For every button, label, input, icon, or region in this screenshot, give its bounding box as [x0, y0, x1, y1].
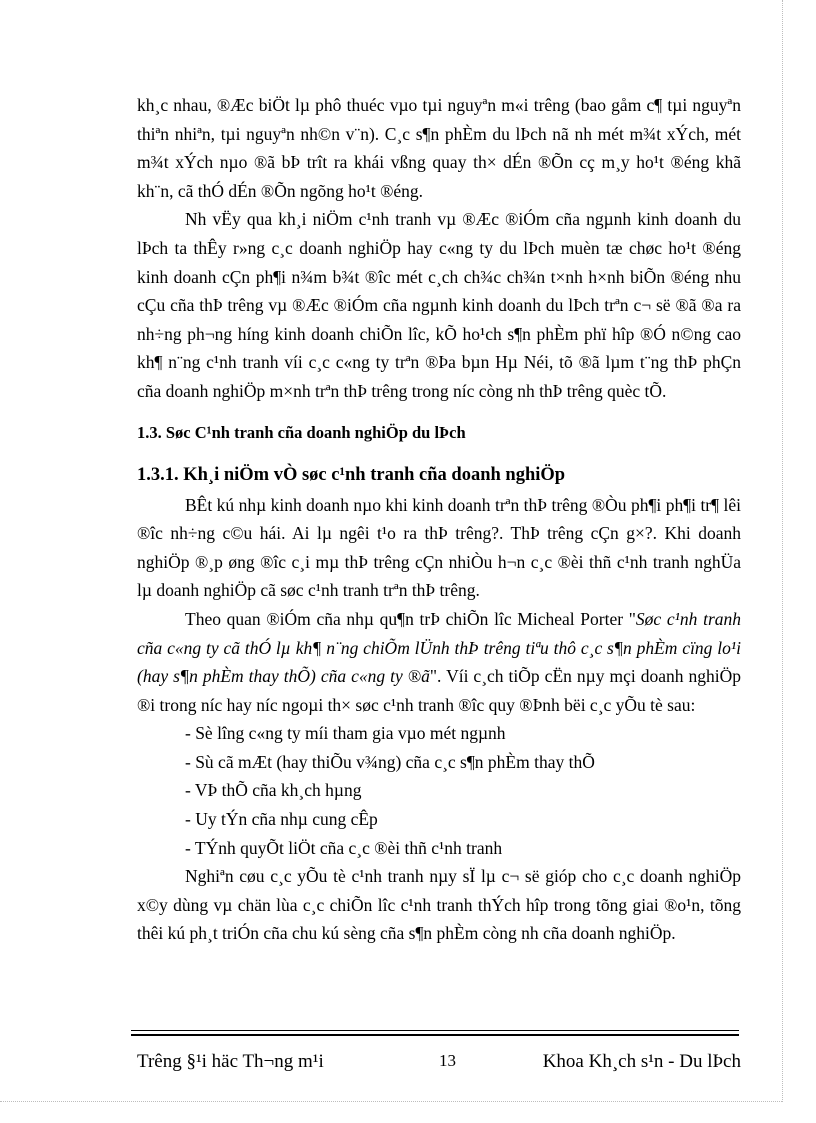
page-number: 13 — [439, 1051, 456, 1070]
page-margin-guide-horizontal — [0, 1101, 782, 1102]
factor-list — [137, 719, 741, 862]
page-footer — [137, 1051, 741, 1077]
paragraph-4 — [137, 605, 741, 719]
paragraph-4-end: ". Víi c¸ch tiÕp cËn nµy mçi doanh nghiÖp ®i trong níc hay níc ngoµi th× søc c¹nh tranh ®îc quy ®Þnh bëi c¸c yÕu tè sau: — [137, 666, 741, 715]
subsection-heading: 1.3.1. Kh¸i niÖm vÒ søc c¹nh tranh cña doanh nghiÖp — [137, 464, 566, 485]
section-heading: 1.3. Søc C¹nh tranh cña doanh nghiÖp du lÞch — [137, 422, 466, 442]
footer-rule-thick — [131, 1034, 739, 1036]
footer-rule-thin — [131, 1030, 739, 1031]
paragraph-5: Nghiªn cøu c¸c yÕu tè c¹nh tranh nµy sÏ lµ c¬ së gióp cho c¸c doanh nghiÖp x©y dùng vµ chän lùa c¸c chiÕn lîc c¹nh tranh thÝch hîp trong tõng giai ®o¹n, tõng thêi kú ph¸t triÓn cña chu kú sèng cña s¶n phÈm còng nh cña doanh nghiÖp. — [137, 866, 741, 944]
list-item: - Sù cã mÆt (hay thiÕu v¾ng) cña c¸c s¶n phÈm thay thÕ — [185, 751, 595, 772]
paragraph-4-start: Theo quan ®iÓm cña nhµ qu¶n trÞ chiÕn lîc Micheal Porter " — [185, 608, 636, 629]
list-item: - TÝnh quyÕt liÖt cña c¸c ®èi thñ c¹nh tranh — [185, 837, 503, 858]
porter-quote: Søc c¹nh tranh cña c«ng ty cã thÓ lµ kh¶ n¨ng chiÕm lÜnh thÞ trêng tiªu thô c¸c s¶n phÈm cïng lo¹i (hay s¶n phÈm thay thÕ) cña c«ng ty ®ã — [137, 608, 741, 687]
document-body — [137, 91, 741, 948]
paragraph-2: Nh vËy qua kh¸i niÖm c¹nh tranh vµ ®Æc ®iÓm cña ngµnh kinh doanh du lÞch ta thÊy r»ng c¸c doanh nghiÖp hay c«ng ty du lÞch muèn tæ chøc ho¹t ®éng kinh doanh cÇn ph¶i n¾m b¾t ®îc mét c¸ch ch¾c ch¾n t×nh h×nh biÕn ®éng nhu cÇu cña thÞ trêng vµ ®Æc ®iÓm cña ngµnh kinh doanh du lÞch trªn c¬ së ®ã ®a ra nh÷ng ph¬ng híng kinh doanh chiÕn lîc, kÕ ho¹ch s¶n phÈm phï hîp ®Ó n©ng cao kh¶ n¨ng c¹nh tranh víi c¸c c«ng ty trªn ®Þa bµn Hµ Néi, tõ ®ã lµm t¨ng thÞ phÇn cña doanh nghiÖp m×nh trªn thÞ trêng trong níc còng nh thÞ trêng quèc tÕ. — [137, 209, 741, 401]
list-item: - VÞ thÕ cña kh¸ch hµng — [185, 780, 362, 801]
paragraph-3: BÊt kú nhµ kinh doanh nµo khi kinh doanh trªn thÞ trêng ®Òu ph¶i ph¶i tr¶ lêi ®îc nh÷ng c©u hái. Ai lµ ngêi t¹o ra thÞ trêng?. ThÞ trêng cÇn g×?. Khi doanh nghiÖp ®¸p øng ®îc c¸i mµ thÞ trêng cÇn nhiÒu h¬n c¸c ®èi thñ c¹nh tranh nghÜa lµ doanh nghiÖp cã søc c¹nh tranh trªn thÞ trêng. — [137, 494, 741, 601]
list-item: - Uy tÝn cña nhµ cung cÊp — [185, 809, 378, 830]
footer-faculty: Khoa Kh¸ch s¹n - Du lÞch — [542, 1051, 741, 1072]
footer-school: Trêng §¹i häc Th¬ng m¹i — [137, 1051, 324, 1072]
list-item: - Sè lîng c«ng ty míi tham gia vµo mét ngµnh — [185, 723, 506, 744]
paragraph-1: kh¸c nhau, ®Æc biÖt lµ phô thuéc vµo tµi nguyªn m«i trêng (bao gåm c¶ tµi nguyªn thiªn nhiªn, tµi nguyªn nh©n v¨n). C¸c s¶n phÈm du lÞch nã nh mét m¾t xÝch, mét m¾t xÝch nµo ®ã bÞ trît ra khái vßng quay th× dÉn ®Õn cç m¸y ho¹t ®éng khã kh¨n, cã thÓ dÉn ®Õn ngõng ho¹t ®éng. — [137, 95, 741, 201]
page-margin-guide-vertical — [782, 0, 783, 1102]
